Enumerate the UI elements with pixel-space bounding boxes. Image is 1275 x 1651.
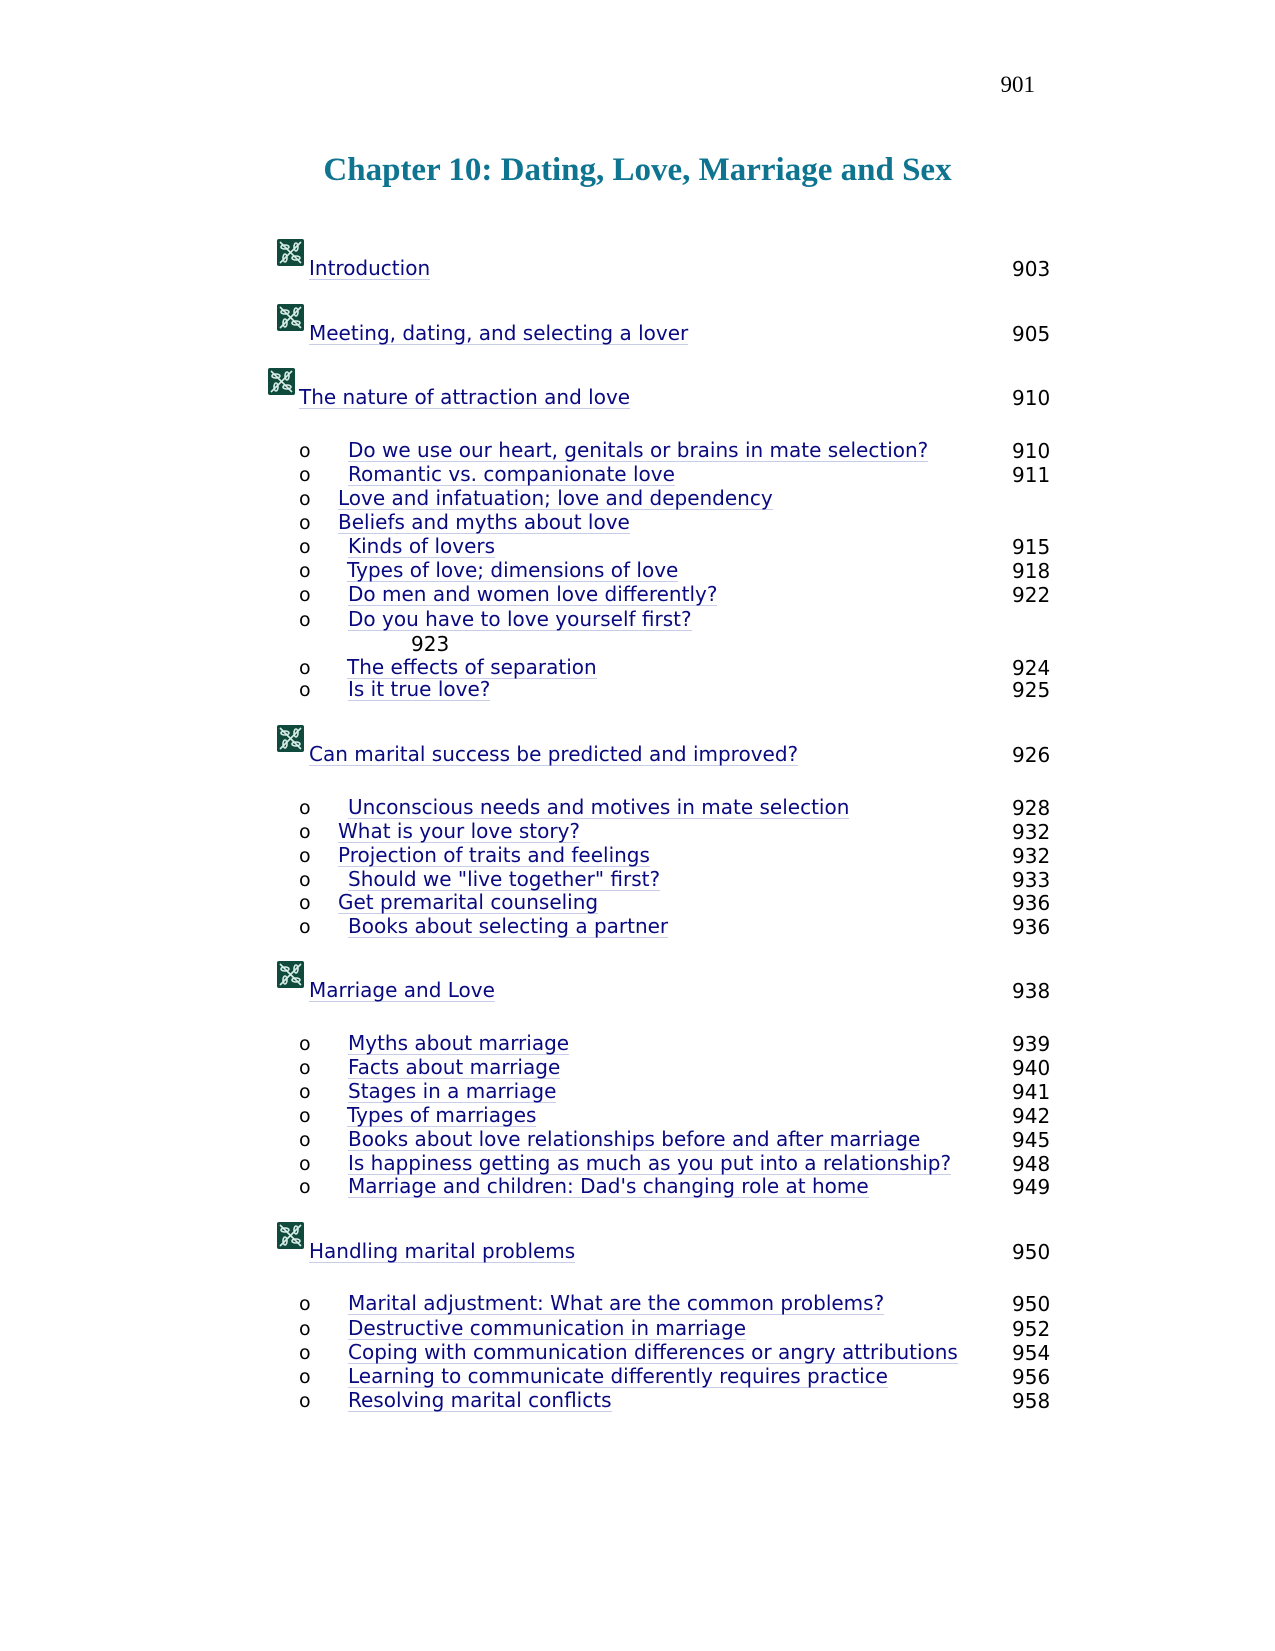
bullet: o — [299, 1318, 311, 1340]
toc-item[interactable] — [0, 1152, 1275, 1176]
toc-section-handling-marital-problems[interactable] — [0, 1240, 1275, 1264]
item-label[interactable]: Destructive communication in marriage — [348, 1316, 747, 1340]
toc-item[interactable] — [0, 1175, 1275, 1199]
item-label[interactable]: Books about love relationships before and after marriage — [348, 1127, 921, 1151]
item-label[interactable]: Is happiness getting as much as you put into a relationship? — [348, 1151, 952, 1175]
item-label[interactable]: Beliefs and myths about love — [338, 510, 630, 534]
item-label[interactable]: Do men and women love differently? — [348, 582, 718, 606]
section-page: 905 — [1012, 322, 1051, 346]
item-page: 932 — [1012, 820, 1051, 844]
item-label[interactable]: Coping with communication differences or angry attributions — [348, 1340, 958, 1364]
item-label[interactable]: Myths about marriage — [348, 1031, 570, 1055]
toc-item[interactable] — [0, 1317, 1275, 1341]
floral-ornament-icon — [268, 368, 295, 395]
toc-item[interactable] — [0, 511, 1275, 535]
item-label[interactable]: Do you have to love yourself first? — [348, 607, 692, 631]
item-label[interactable]: Types of marriages — [347, 1103, 537, 1127]
toc-item[interactable] — [0, 487, 1275, 511]
bullet: o — [299, 1057, 311, 1079]
item-label[interactable]: Types of love; dimensions of love — [347, 558, 679, 582]
bullet: o — [299, 1366, 311, 1388]
item-page: 915 — [1012, 535, 1051, 559]
bullet: o — [299, 440, 311, 462]
toc-item[interactable] — [0, 1032, 1275, 1056]
bullet: o — [299, 797, 311, 819]
item-page: 958 — [1012, 1389, 1051, 1413]
toc-item[interactable] — [0, 1365, 1275, 1389]
item-label[interactable]: Stages in a marriage — [348, 1079, 557, 1103]
toc-item[interactable] — [0, 868, 1275, 892]
item-page: 911 — [1012, 463, 1051, 487]
page-number: 901 — [1000, 72, 1035, 97]
toc-item[interactable] — [0, 583, 1275, 607]
section-title[interactable]: Handling marital problems — [309, 1239, 576, 1263]
item-page: 922 — [1012, 583, 1051, 607]
toc-item[interactable] — [0, 439, 1275, 463]
bullet: o — [299, 536, 311, 558]
item-label[interactable]: Marriage and children: Dad's changing role at home — [348, 1174, 869, 1198]
item-label[interactable]: The effects of separation — [347, 655, 597, 679]
toc-item[interactable] — [0, 1389, 1275, 1413]
item-label[interactable]: Get premarital counseling — [338, 890, 599, 914]
item-page: 940 — [1012, 1056, 1051, 1080]
toc-item[interactable] — [0, 1080, 1275, 1104]
bullet: o — [299, 609, 311, 631]
toc-item[interactable] — [0, 844, 1275, 868]
bullet: o — [299, 584, 311, 606]
item-label[interactable]: Facts about marriage — [348, 1055, 561, 1079]
floral-ornament-icon — [277, 725, 304, 752]
bullet: o — [299, 845, 311, 867]
toc-item[interactable] — [0, 656, 1275, 680]
toc-item[interactable] — [0, 559, 1275, 583]
item-label[interactable]: Kinds of lovers — [348, 534, 496, 558]
bullet: o — [299, 679, 311, 701]
bullet: o — [299, 1293, 311, 1315]
item-label[interactable]: Romantic vs. companionate love — [348, 462, 675, 486]
toc-item[interactable] — [0, 915, 1275, 939]
item-label[interactable]: Marital adjustment: What are the common problems? — [348, 1291, 885, 1315]
floral-ornament-icon — [277, 1222, 304, 1249]
section-title[interactable]: The nature of attraction and love — [299, 385, 631, 409]
item-page: 939 — [1012, 1032, 1051, 1056]
item-page: 952 — [1012, 1317, 1051, 1341]
bullet: o — [299, 512, 311, 534]
toc-item[interactable] — [0, 820, 1275, 844]
item-page: 950 — [1012, 1292, 1051, 1316]
bullet: o — [299, 560, 311, 582]
toc-section-introduction[interactable] — [0, 257, 1275, 281]
toc-section-meeting-dating[interactable] — [0, 322, 1275, 346]
bullet: o — [299, 821, 311, 843]
item-page: 948 — [1012, 1152, 1051, 1176]
item-page: 945 — [1012, 1128, 1051, 1152]
bullet: o — [299, 1129, 311, 1151]
toc-item[interactable] — [0, 608, 1275, 632]
item-page: 941 — [1012, 1080, 1051, 1104]
section-page: 926 — [1012, 743, 1051, 767]
bullet: o — [299, 1033, 311, 1055]
floral-ornament-icon — [277, 239, 304, 266]
floral-ornament-icon — [277, 961, 304, 988]
toc-item[interactable] — [0, 1341, 1275, 1365]
bullet: o — [299, 1081, 311, 1103]
bullet: o — [299, 1390, 311, 1412]
item-page: 956 — [1012, 1365, 1051, 1389]
item-label[interactable]: What is your love story? — [338, 819, 581, 843]
item-page: 932 — [1012, 844, 1051, 868]
section-page: 903 — [1012, 257, 1051, 281]
section-page: 910 — [1012, 386, 1051, 410]
bullet: o — [299, 657, 311, 679]
item-label[interactable]: Resolving marital conflicts — [348, 1388, 612, 1412]
section-page: 950 — [1012, 1240, 1051, 1264]
toc-item[interactable] — [0, 796, 1275, 820]
item-page: 910 — [1012, 439, 1051, 463]
bullet: o — [299, 869, 311, 891]
bullet: o — [299, 488, 311, 510]
item-page: 918 — [1012, 559, 1051, 583]
toc-item[interactable] — [0, 1056, 1275, 1080]
bullet: o — [299, 1176, 311, 1198]
item-label[interactable]: Projection of traits and feelings — [338, 843, 650, 867]
item-page: 933 — [1012, 868, 1051, 892]
toc-section-marital-success[interactable] — [0, 743, 1275, 767]
item-page: 942 — [1012, 1104, 1051, 1128]
item-label[interactable]: Is it true love? — [348, 677, 491, 701]
item-label[interactable]: Books about selecting a partner — [348, 914, 669, 938]
toc-section-marriage-and-love[interactable] — [0, 979, 1275, 1003]
section-title[interactable]: Meeting, dating, and selecting a lover — [309, 321, 689, 345]
item-page: 925 — [1012, 678, 1051, 702]
toc-item[interactable] — [0, 1128, 1275, 1152]
section-title[interactable]: Can marital success be predicted and improved? — [309, 742, 799, 766]
item-label[interactable]: Learning to communicate differently requires practice — [348, 1364, 888, 1388]
toc-item[interactable] — [0, 678, 1275, 702]
item-page: 949 — [1012, 1175, 1051, 1199]
bullet: o — [299, 1342, 311, 1364]
item-page: 954 — [1012, 1341, 1051, 1365]
item-label[interactable]: Do we use our heart, genitals or brains in mate selection? — [348, 438, 929, 462]
section-title[interactable]: Marriage and Love — [309, 978, 495, 1002]
toc-item[interactable] — [0, 1292, 1275, 1316]
bullet: o — [299, 1105, 311, 1127]
item-page: 936 — [1012, 891, 1051, 915]
toc-item[interactable] — [0, 463, 1275, 487]
bullet: o — [299, 916, 311, 938]
toc-item[interactable] — [0, 1104, 1275, 1128]
item-page: 924 — [1012, 656, 1051, 680]
section-page: 938 — [1012, 979, 1051, 1003]
chapter-title: Chapter 10: Dating, Love, Marriage and Sex — [323, 152, 952, 188]
bullet: o — [299, 1153, 311, 1175]
bullet: o — [299, 892, 311, 914]
toc-item[interactable] — [0, 891, 1275, 915]
floral-ornament-icon — [277, 304, 304, 331]
item-label[interactable]: Should we "live together" first? — [348, 867, 661, 891]
item-page: 928 — [1012, 796, 1051, 820]
toc-section-nature-of-attraction[interactable] — [0, 386, 1275, 410]
toc-item[interactable] — [0, 535, 1275, 559]
section-title[interactable]: Introduction — [309, 256, 431, 280]
item-page: 936 — [1012, 915, 1051, 939]
item-label[interactable]: Love and infatuation; love and dependency — [338, 486, 773, 510]
item-label[interactable]: Unconscious needs and motives in mate selection — [348, 795, 850, 819]
bullet: o — [299, 464, 311, 486]
wrapped-page-number: 923 — [411, 632, 450, 656]
